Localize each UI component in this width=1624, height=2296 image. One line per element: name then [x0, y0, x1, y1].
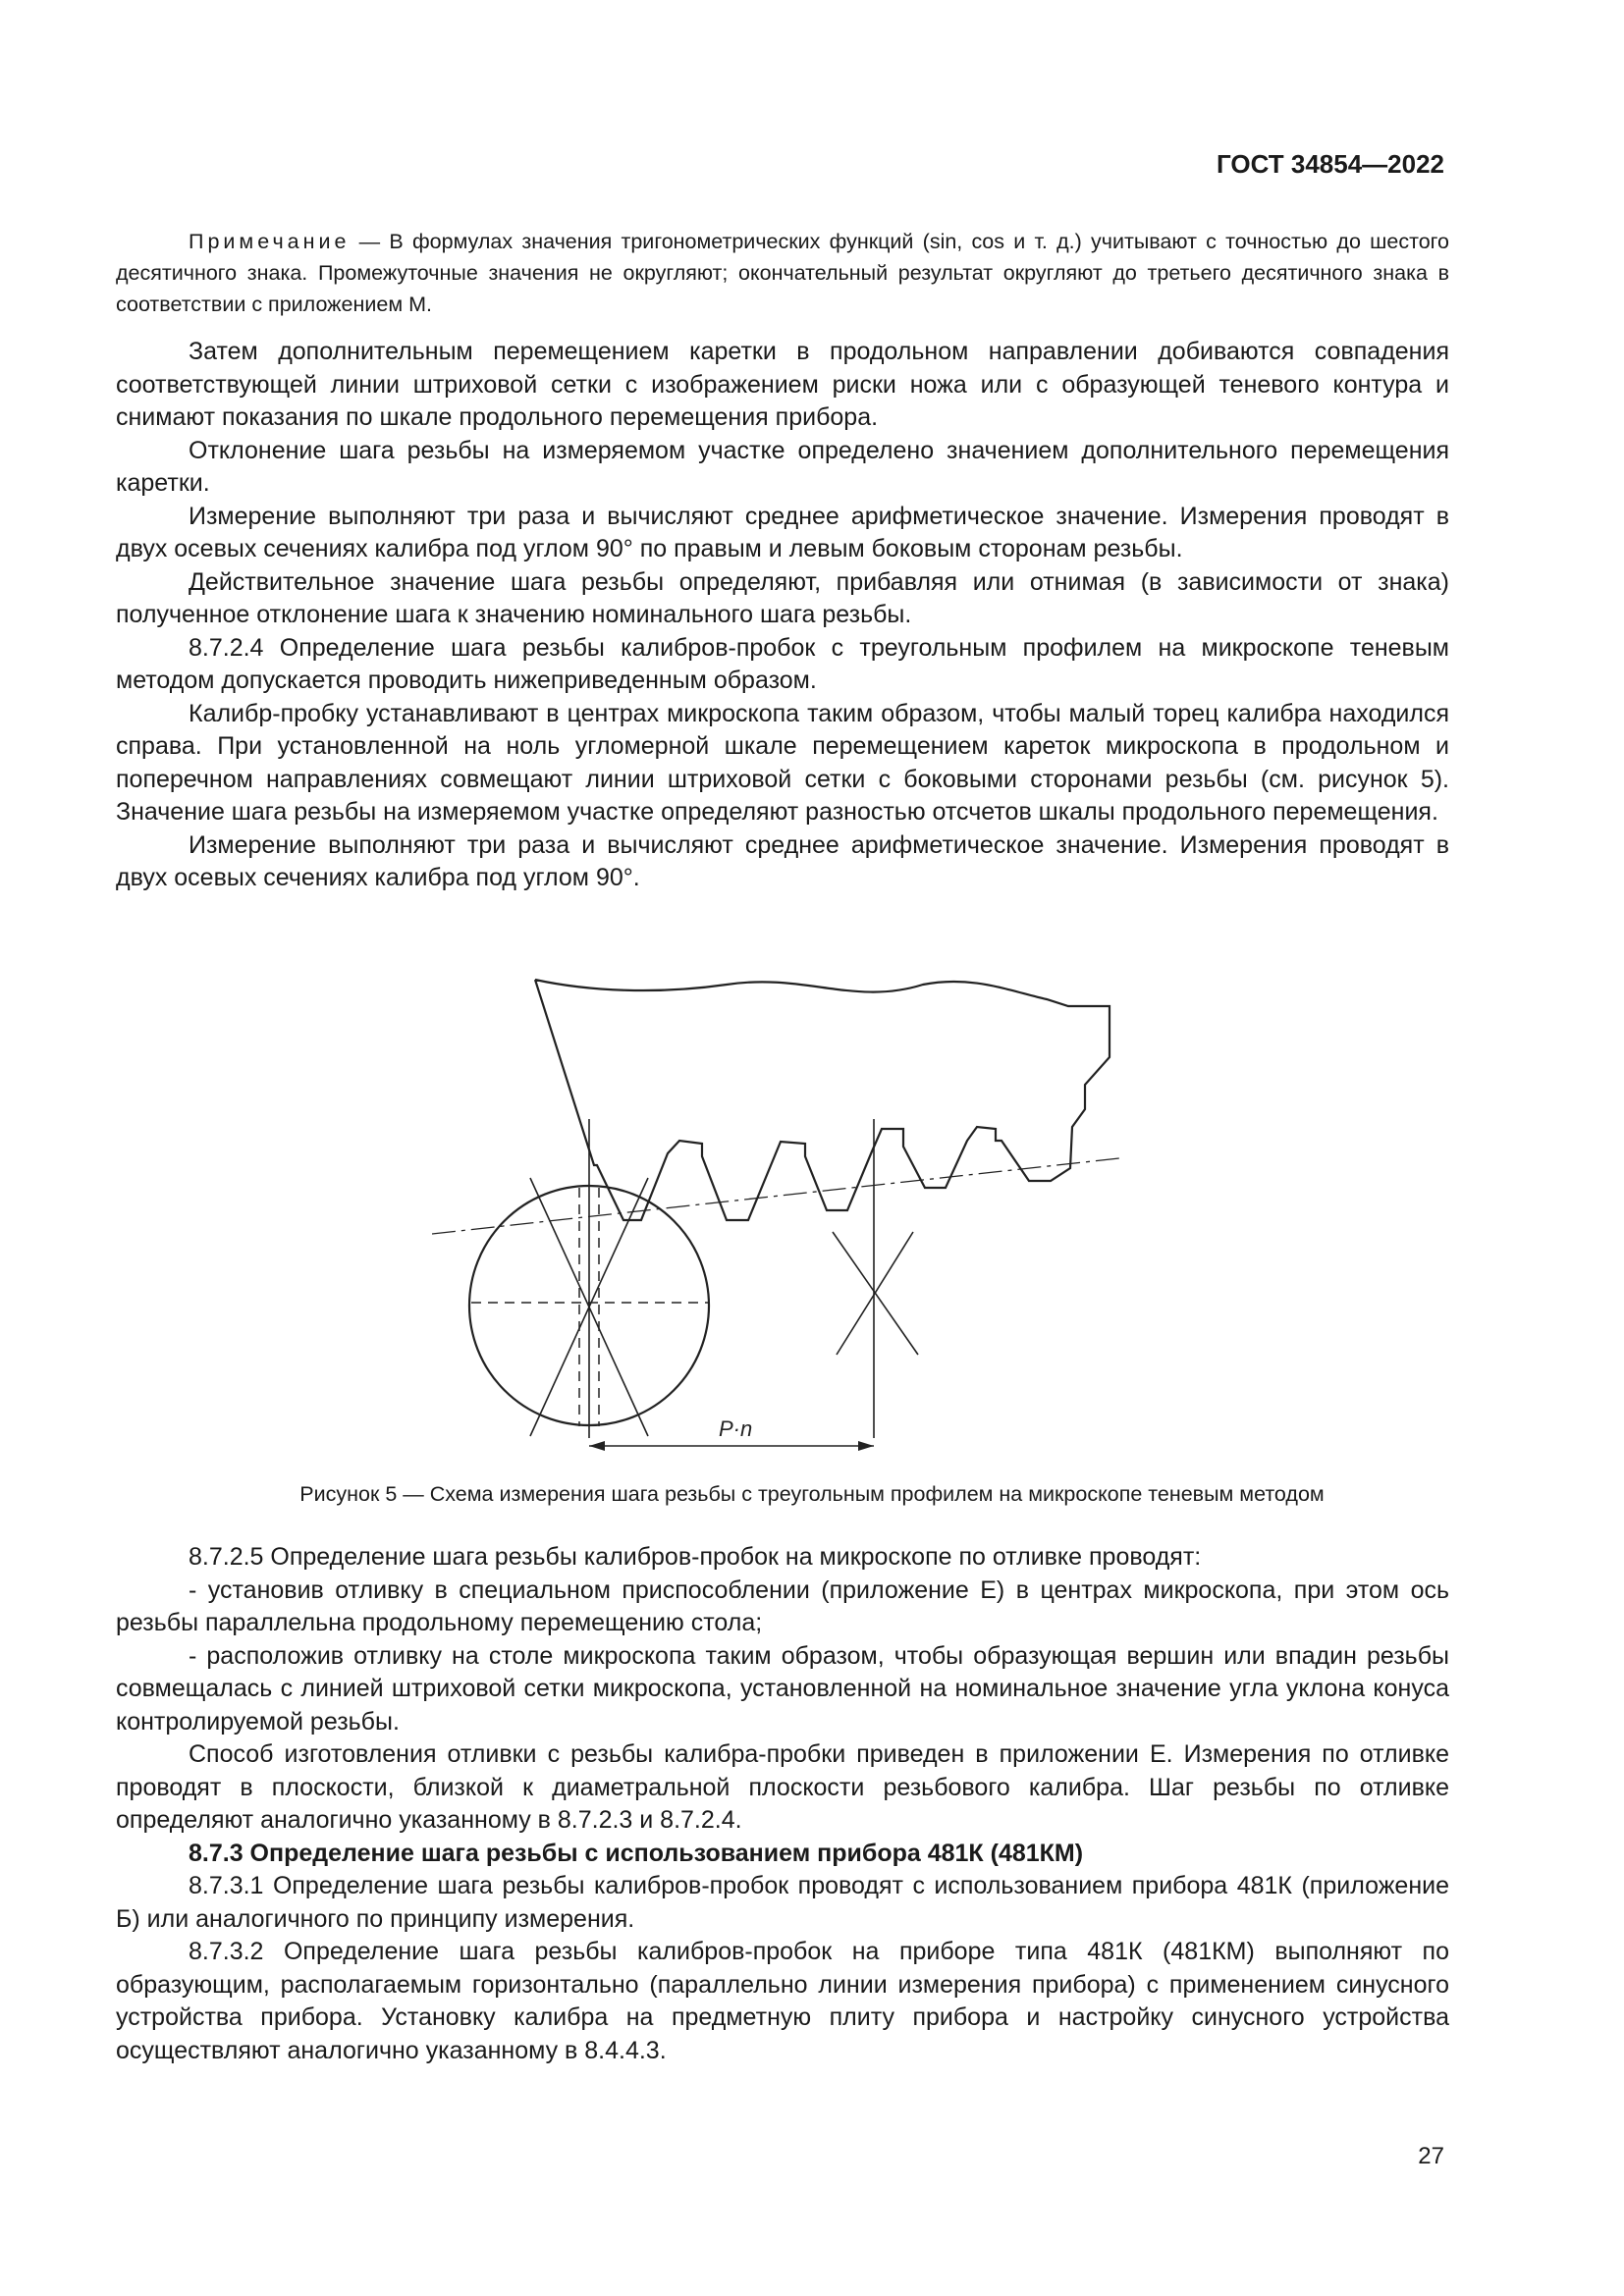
- axis-line: [432, 1158, 1119, 1234]
- list-item: - расположив отливку на столе микроскопа таким образом, чтобы образующая вершин или впадин резьбы совмещалась с линией штриховой сетки микроскопа, установленной на номинальное значение угла уклона конуса контролируемой резьбы.: [116, 1641, 1449, 1735]
- list-item: - установив отливку в специальном приспособлении (приложение Е) в центрах микроскопа, при этом ось резьбы параллельна продольному перемещению стола;: [116, 1575, 1449, 1636]
- section-heading: [116, 1838, 1449, 1871]
- note-paragraph: [116, 226, 1449, 320]
- paragraph: Калибр-пробку устанавливают в центрах микроскопа таким образом, чтобы малый торец калибра находился справа. При установленной на ноль угломерной шкале перемещением кареток микроскопа в продольном и поперечном направлениях совмещают линии штриховой сетки с боковыми сторонами резьбы (см. рисунок 5). Значение шага резьбы на измеряемом участке определяют разностью отсчетов шкалы продольного перемещения.: [116, 699, 1449, 826]
- pitch-dimension-label: P·n: [719, 1416, 753, 1441]
- paragraph: 8.7.2.4 Определение шага резьбы калибров-пробок с треугольным профилем на микроскопе теневым методом допускается проводить нижеприведенным образом.: [116, 633, 1449, 694]
- paragraph: 8.7.2.5 Определение шага резьбы калибров-пробок на микроскопе по отливке проводят:: [189, 1543, 1202, 1571]
- figure-5: [432, 967, 1139, 1458]
- arrowhead-right: [858, 1441, 874, 1451]
- paragraph: Отклонение шага резьбы на измеряемом участке определено значением дополнительного перемещения каретки.: [116, 436, 1449, 497]
- figure-caption: Рисунок 5 — Схема измерения шага резьбы с треугольным профилем на микроскопе теневым методом: [299, 1482, 1325, 1506]
- section-heading-text: 8.7.3 Определение шага резьбы с использованием прибора 481К (481КМ): [189, 1839, 1084, 1867]
- thread-measurement-diagram: [432, 967, 1139, 1458]
- paragraph: 8.7.3.2 Определение шага резьбы калибров-пробок на приборе типа 481К (481КМ) выполняют по образующим, располагаемым горизонтально (параллельно линии измерения прибора) с применением синусного устройства прибора. Установку калибра на предметную плиту прибора и настройку синусного устройства осуществляют аналогично указанному в 8.4.4.3.: [116, 1938, 1449, 2064]
- paragraph: Действительное значение шага резьбы определяют, прибавляя или отнимая (в зависимости от знака) полученное отклонение шага к значению номинального шага резьбы.: [116, 567, 1449, 628]
- paragraph: 8.7.3.1 Определение шага резьбы калибров-пробок проводят с использованием прибора 481К (приложение Б) или аналогичного по принципу измерения.: [116, 1872, 1449, 1933]
- paragraph: Измерение выполняют три раза и вычисляют среднее арифметическое значение. Измерения проводят в двух осевых сечениях калибра под углом 90° по правым и левым боковым сторонам резьбы.: [116, 502, 1449, 562]
- paragraph: Измерение выполняют три раза и вычисляют среднее арифметическое значение. Измерения проводят в двух осевых сечениях калибра под углом 90°.: [116, 830, 1449, 891]
- paragraph: Затем дополнительным перемещением каретки в продольном направлении добиваются совпадения соответствующей линии штриховой сетки с изображением риски ножа или с образующей теневого контура и снимают показания по шкале продольного перемещения прибора.: [116, 338, 1449, 431]
- cross-line: [837, 1232, 913, 1355]
- paragraph: Способ изготовления отливки с резьбы калибра-пробки приведен в приложении Е. Измерения по отливке проводят в плоскости, близкой к диаметральной плоскости резьбового калибра. Шаг резьбы по отливке определяют аналогично указанному в 8.7.2.3 и 8.7.2.4.: [116, 1740, 1449, 1834]
- section-text-upper: [116, 336, 1449, 895]
- section-text-lower: [116, 1541, 1449, 2067]
- plug-gauge-outline: [535, 980, 1110, 1220]
- document-header: ГОСТ 34854—2022: [1217, 149, 1444, 179]
- note-text: — В формулах значения тригонометрических функций (sin, cos и т. д.) учитывают с точностью до шестого десятичного знака. Промежуточные значения не округляют; окончательный результат округляют до третьего десятичного знака в соответствии с приложением М.: [116, 230, 1449, 316]
- page-number: 27: [1418, 2143, 1444, 2169]
- note-label: Примечание: [189, 230, 351, 253]
- arrowhead-left: [589, 1441, 605, 1451]
